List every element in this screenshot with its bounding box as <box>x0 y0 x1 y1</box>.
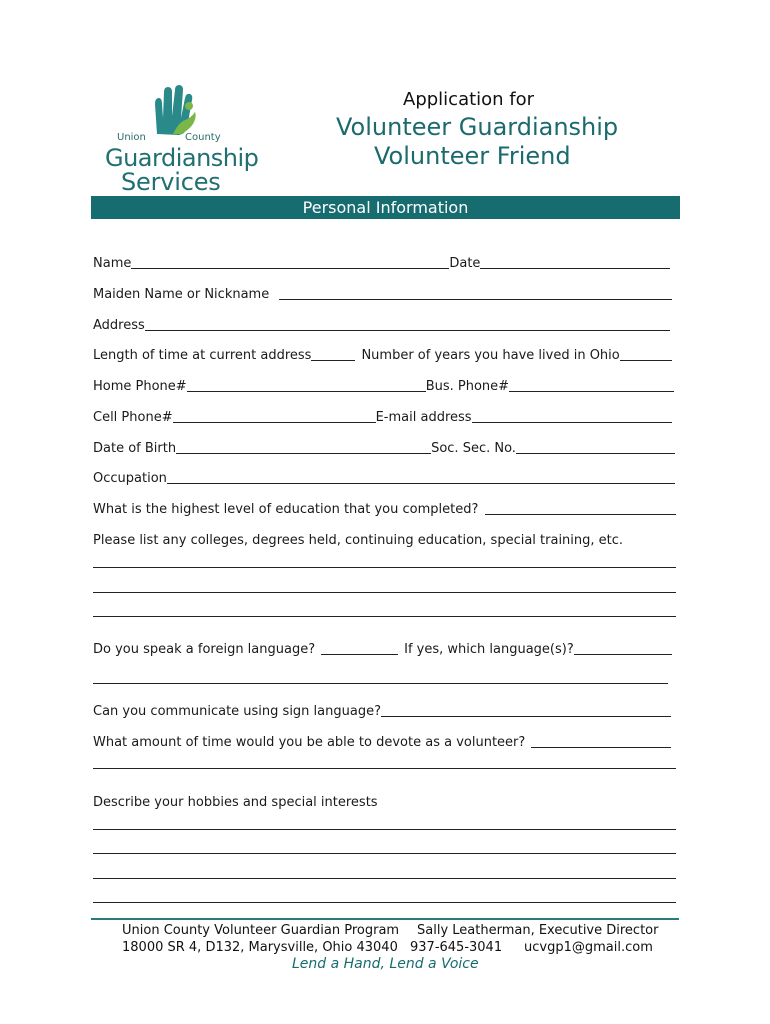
address-row <box>93 314 676 334</box>
foreign-language-row <box>93 638 676 658</box>
hands-icon <box>145 84 201 136</box>
footer-director: Sally Leatherman, Executive Director <box>417 923 659 938</box>
occupation-field[interactable] <box>167 469 675 484</box>
which-language-label: If yes, which language(s)? <box>404 642 574 657</box>
email-label: E-mail address <box>375 410 472 425</box>
colleges-line-3[interactable] <box>93 616 676 617</box>
dob-field[interactable] <box>176 439 431 454</box>
which-language-field[interactable] <box>574 640 672 655</box>
cell-phone-label: Cell Phone# <box>93 410 173 425</box>
sign-language-field[interactable] <box>381 702 671 717</box>
title-volunteer-guardianship: Volunteer Guardianship <box>336 113 619 141</box>
foreign-language-field[interactable] <box>321 640 398 655</box>
name-field[interactable] <box>131 254 449 269</box>
education-row <box>93 498 676 518</box>
length-time-field[interactable] <box>311 346 355 361</box>
years-ohio-label: Number of years you have lived in Ohio <box>361 348 620 363</box>
title-volunteer-friend: Volunteer Friend <box>374 142 571 170</box>
sign-language-row <box>93 700 676 720</box>
bus-phone-field[interactable] <box>509 377 674 392</box>
footer-tagline: Lend a Hand, Lend a Voice <box>292 956 479 972</box>
logo-guardianship-text: Guardianship <box>105 144 259 172</box>
phone-row <box>93 375 676 395</box>
hobbies-line-2[interactable] <box>93 853 676 854</box>
time-devote-field[interactable] <box>531 733 671 748</box>
dob-ssn-row <box>93 437 676 457</box>
ssn-label: Soc. Sec. No. <box>431 441 516 456</box>
maiden-row <box>93 283 676 303</box>
maiden-label: Maiden Name or Nickname <box>93 287 270 302</box>
address-field[interactable] <box>145 316 670 331</box>
footer-email: ucvgp1@gmail.com <box>524 940 653 955</box>
occupation-row <box>93 467 676 487</box>
logo-county-text: County <box>185 132 221 143</box>
hobbies-line-1[interactable] <box>93 829 676 830</box>
time-devote-row <box>93 731 676 751</box>
occupation-label: Occupation <box>93 471 167 486</box>
date-label: Date <box>449 256 481 271</box>
colleges-line-1[interactable] <box>93 567 676 568</box>
email-field[interactable] <box>472 408 672 423</box>
length-time-label: Length of time at current address <box>93 348 312 363</box>
footer-program: Union County Volunteer Guardian Program <box>122 923 400 938</box>
home-phone-label: Home Phone# <box>93 379 187 394</box>
logo-services-text: Services <box>121 168 221 196</box>
foreign-language-label: Do you speak a foreign language? <box>93 642 316 657</box>
footer-address: 18000 SR 4, D132, Marysville, Ohio 43040 <box>122 940 398 955</box>
organization-logo <box>105 84 259 196</box>
time-devote-label: What amount of time would you be able to devote as a volunteer? <box>93 735 526 750</box>
name-label: Name <box>93 256 132 271</box>
footer-phone: 937-645-3041 <box>410 940 503 955</box>
name-date-row <box>93 252 676 272</box>
language-line[interactable] <box>93 683 668 684</box>
education-field[interactable] <box>485 500 676 515</box>
maiden-field[interactable] <box>279 285 672 300</box>
dob-label: Date of Birth <box>93 441 177 456</box>
hobbies-row <box>93 791 676 811</box>
hobbies-label: Describe your hobbies and special interests <box>93 795 378 810</box>
residence-row <box>93 344 676 364</box>
sign-language-label: Can you communicate using sign language? <box>93 704 381 719</box>
footer-divider <box>91 918 679 920</box>
colleges-label: Please list any colleges, degrees held, continuing education, special training, etc. <box>93 533 624 548</box>
time-devote-line[interactable] <box>93 768 676 769</box>
date-field[interactable] <box>480 254 670 269</box>
colleges-line-2[interactable] <box>93 592 676 593</box>
section-banner <box>91 196 680 219</box>
cell-email-row <box>93 406 676 426</box>
years-ohio-field[interactable] <box>620 346 672 361</box>
home-phone-field[interactable] <box>187 377 426 392</box>
hobbies-line-4[interactable] <box>93 902 676 903</box>
address-label: Address <box>93 318 145 333</box>
section-title: Personal Information <box>302 198 469 217</box>
colleges-row <box>93 529 676 549</box>
logo-union-text: Union <box>117 132 146 143</box>
education-label: What is the highest level of education that you completed? <box>93 502 479 517</box>
hobbies-line-3[interactable] <box>93 878 676 879</box>
cell-phone-field[interactable] <box>173 408 376 423</box>
bus-phone-label: Bus. Phone# <box>425 379 510 394</box>
ssn-field[interactable] <box>516 439 675 454</box>
application-for-heading: Application for <box>403 89 535 110</box>
